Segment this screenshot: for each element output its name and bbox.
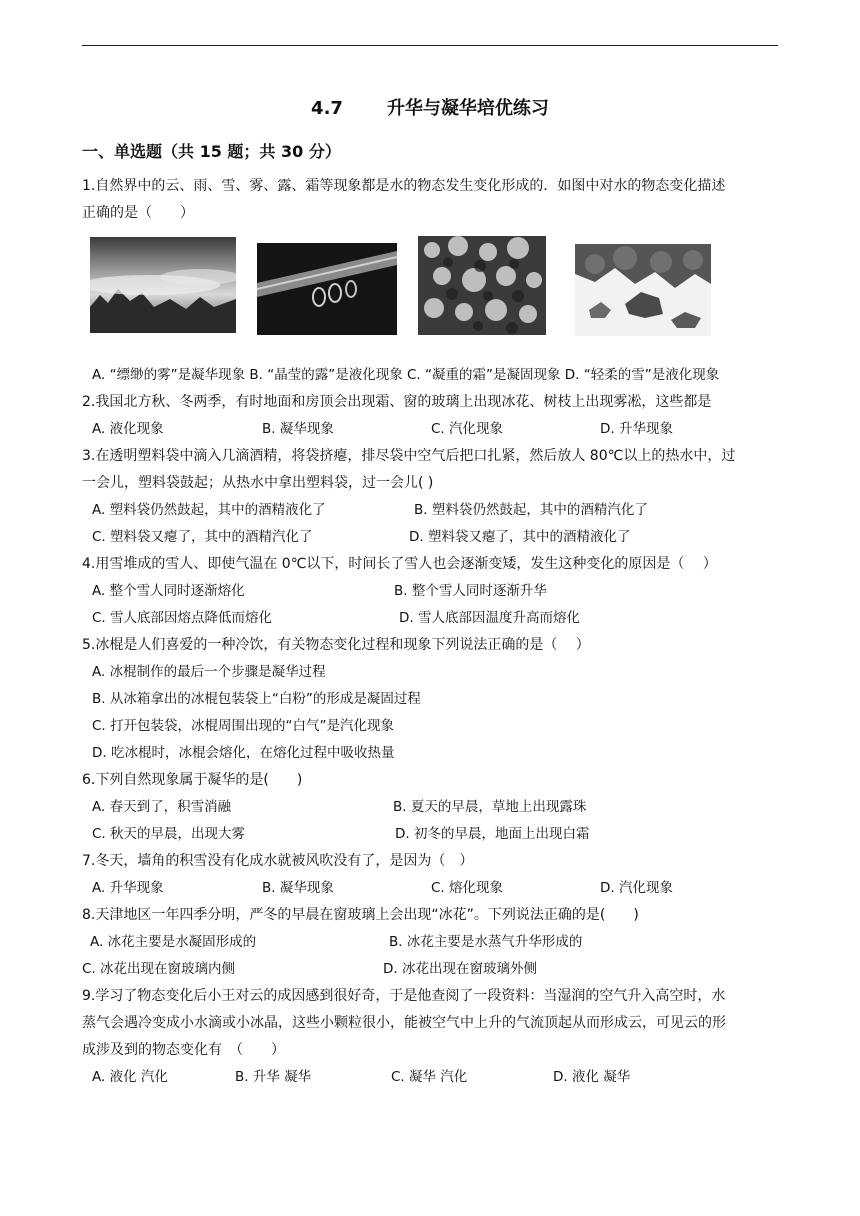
q9-line-3: 成涉及到的物态变化有 （ ）: [82, 1042, 285, 1058]
q4-option-a: A. 整个雪人同时逐渐熔化: [92, 583, 245, 599]
q8-option-a: A. 冰花主要是水凝固形成的: [90, 934, 257, 950]
q5-option-b: B. 从冰箱拿出的冰棍包装袋上“白粉”的形成是凝固过程: [92, 691, 421, 707]
q3-line-1: 3.在透明塑料袋中滴入几滴酒精，将袋挤瘪，排尽袋中空气后把口扎紧，然后放人 80℃以上的热水中，过: [82, 448, 736, 464]
q9-line-2: 蒸气会遇冷变成小水滴或小冰晶，这些小颗粒很小，能被空气中上升的气流顶起从而形成云，可见云的形: [82, 1015, 726, 1031]
q9-line-1: 9.学习了物态变化后小王对云的成因感到很好奇，于是他查阅了一段资料：当湿润的空气升入高空时，水: [82, 988, 726, 1004]
section-title: 一、单选题（共 15 题；共 30 分）: [82, 142, 341, 161]
q9-option-a: A. 液化 汽化: [92, 1069, 168, 1085]
q4-option-d: D. 雪人底部因温度升高而熔化: [399, 610, 580, 626]
q9-option-b: B. 升华 凝华: [235, 1069, 312, 1085]
title-text: 升华与凝华培优练习: [386, 98, 549, 119]
q1-line-1: 1.自然界中的云、雨、雪、雾、露、霜等现象都是水的物态发生变化形成的．如图中对水的物态变化描述: [82, 178, 726, 194]
q3-option-b: B. 塑料袋仍然鼓起，其中的酒精汽化了: [414, 502, 648, 518]
q7-option-a: A. 升华现象: [92, 880, 164, 896]
q5-line-1: 5.冰棍是人们喜爱的一种冷饮，有关物态变化过程和现象下列说法正确的是（ ）: [82, 637, 590, 653]
q6-option-d: D. 初冬的早晨，地面上出现白霜: [395, 826, 590, 842]
q1-line-2: 正确的是（ ）: [82, 205, 194, 221]
q2-line-1: 2.我国北方秋、冬两季，有时地面和房顶会出现霜、窗的玻璃上出现冰花、树枝上出现雾凇，这些都是: [82, 394, 712, 410]
frost-photo: [418, 236, 546, 335]
q2-option-d: D. 升华现象: [600, 421, 673, 437]
dew-photo: [257, 243, 397, 335]
q3-option-c: C. 塑料袋又瘪了，其中的酒精汽化了: [92, 529, 313, 545]
q5-option-c: C. 打开包装袋，冰棍周围出现的“白气”是汽化现象: [92, 718, 394, 734]
q7-line-1: 7.冬天，墙角的积雪没有化成水就被风吹没有了，是因为（ ）: [82, 853, 474, 869]
page-title: [0, 94, 860, 120]
snow-photo: [575, 244, 711, 336]
q8-line-1: 8.天津地区一年四季分明，严冬的早晨在窗玻璃上会出现“冰花”。下列说法正确的是( ): [82, 907, 639, 923]
q6-option-a: A. 春天到了，积雪消融: [92, 799, 232, 815]
q8-option-d: D. 冰花出现在窗玻璃外侧: [383, 961, 537, 977]
q2-option-a: A. 液化现象: [92, 421, 164, 437]
q3-option-d: D. 塑料袋又瘪了，其中的酒精液化了: [409, 529, 631, 545]
q2-option-c: C. 汽化现象: [431, 421, 504, 437]
header-rule: [82, 45, 778, 46]
q3-option-a: A. 塑料袋仍然鼓起，其中的酒精液化了: [92, 502, 326, 518]
q5-option-d: D. 吃冰棍时，冰棍会熔化，在熔化过程中吸收热量: [92, 745, 395, 761]
q6-line-1: 6.下列自然现象属于凝华的是( ): [82, 772, 303, 788]
title-number: 4.7: [311, 98, 343, 119]
q9-option-c: C. 凝华 汽化: [391, 1069, 468, 1085]
q7-option-b: B. 凝华现象: [262, 880, 334, 896]
q3-line-2: 一会儿，塑料袋鼓起；从热水中拿出塑料袋，过一会儿( ): [82, 475, 434, 491]
q4-option-b: B. 整个雪人同时逐渐升华: [394, 583, 547, 599]
q4-option-c: C. 雪人底部因熔点降低而熔化: [92, 610, 273, 626]
fog-photo: [90, 237, 236, 333]
q6-option-b: B. 夏天的早晨，草地上出现露珠: [393, 799, 587, 815]
q7-option-c: C. 熔化现象: [431, 880, 504, 896]
q9-option-d: D. 液化 凝华: [553, 1069, 631, 1085]
q5-option-a: A. 冰棍制作的最后一个步骤是凝华过程: [92, 664, 326, 680]
q4-line-1: 4.用雪堆成的雪人、即使气温在 0℃以下，时间长了雪人也会逐渐变矮，发生这种变化的原因是（ ）: [82, 556, 717, 572]
q8-option-c: C. 冰花出现在窗玻璃内侧: [82, 961, 236, 977]
q6-option-c: C. 秋天的早晨，出现大雾: [92, 826, 246, 842]
q2-option-b: B. 凝华现象: [262, 421, 334, 437]
q1-options: A. “缥缈的雾”是凝华现象 B. “晶莹的露”是液化现象 C. “凝重的霜”是凝固现象 D. “轻柔的雪”是液化现象: [92, 367, 720, 383]
q8-option-b: B. 冰花主要是水蒸气升华形成的: [389, 934, 583, 950]
q7-option-d: D. 汽化现象: [600, 880, 673, 896]
